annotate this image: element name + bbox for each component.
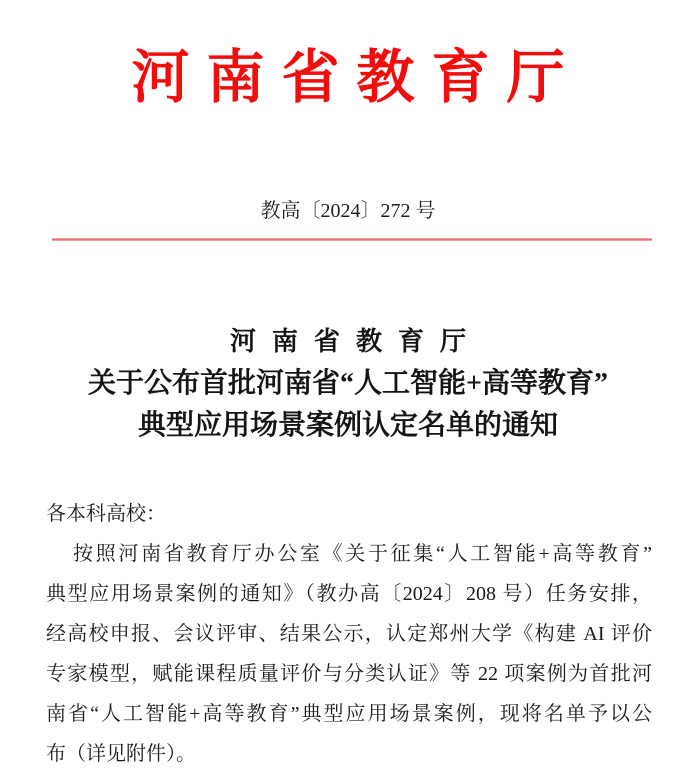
paragraph-line: 经高校申报、会议评审、结果公示，认定郑州大学《构建 AI 评价 [46,623,652,645]
paragraph-line: 布（详见附件）。 [46,743,196,765]
document-title-line-1: 河南省教育厅 [229,327,482,356]
letterhead-divider-rule [52,238,652,241]
paragraph-line: 南省“人工智能+高等教育”典型应用场景案例，现将名单予以公 [46,703,652,725]
document-title-line-3: 典型应用场景案例认定名单的通知 [137,410,558,441]
paragraph-line: 专家模型，赋能课程质量评价与分类认证》等 22 项案例为首批河 [46,663,652,685]
paragraph-line: 按照河南省教育厅办公室《关于征集“人工智能+高等教育” [73,543,652,565]
document-title [0,321,696,447]
document-number: 教高〔2024〕272 号 [260,200,436,222]
letterhead-agency-title: 河南省教育厅 [131,45,582,110]
paragraph-line: 典型应用场景案例的通知》（教办高〔2024〕208 号）任务安排， [46,583,652,605]
document-body [46,494,652,774]
salutation: 各本科高校： [46,503,166,525]
document-title-line-2: 关于公布首批河南省“人工智能+高等教育” [88,368,608,399]
